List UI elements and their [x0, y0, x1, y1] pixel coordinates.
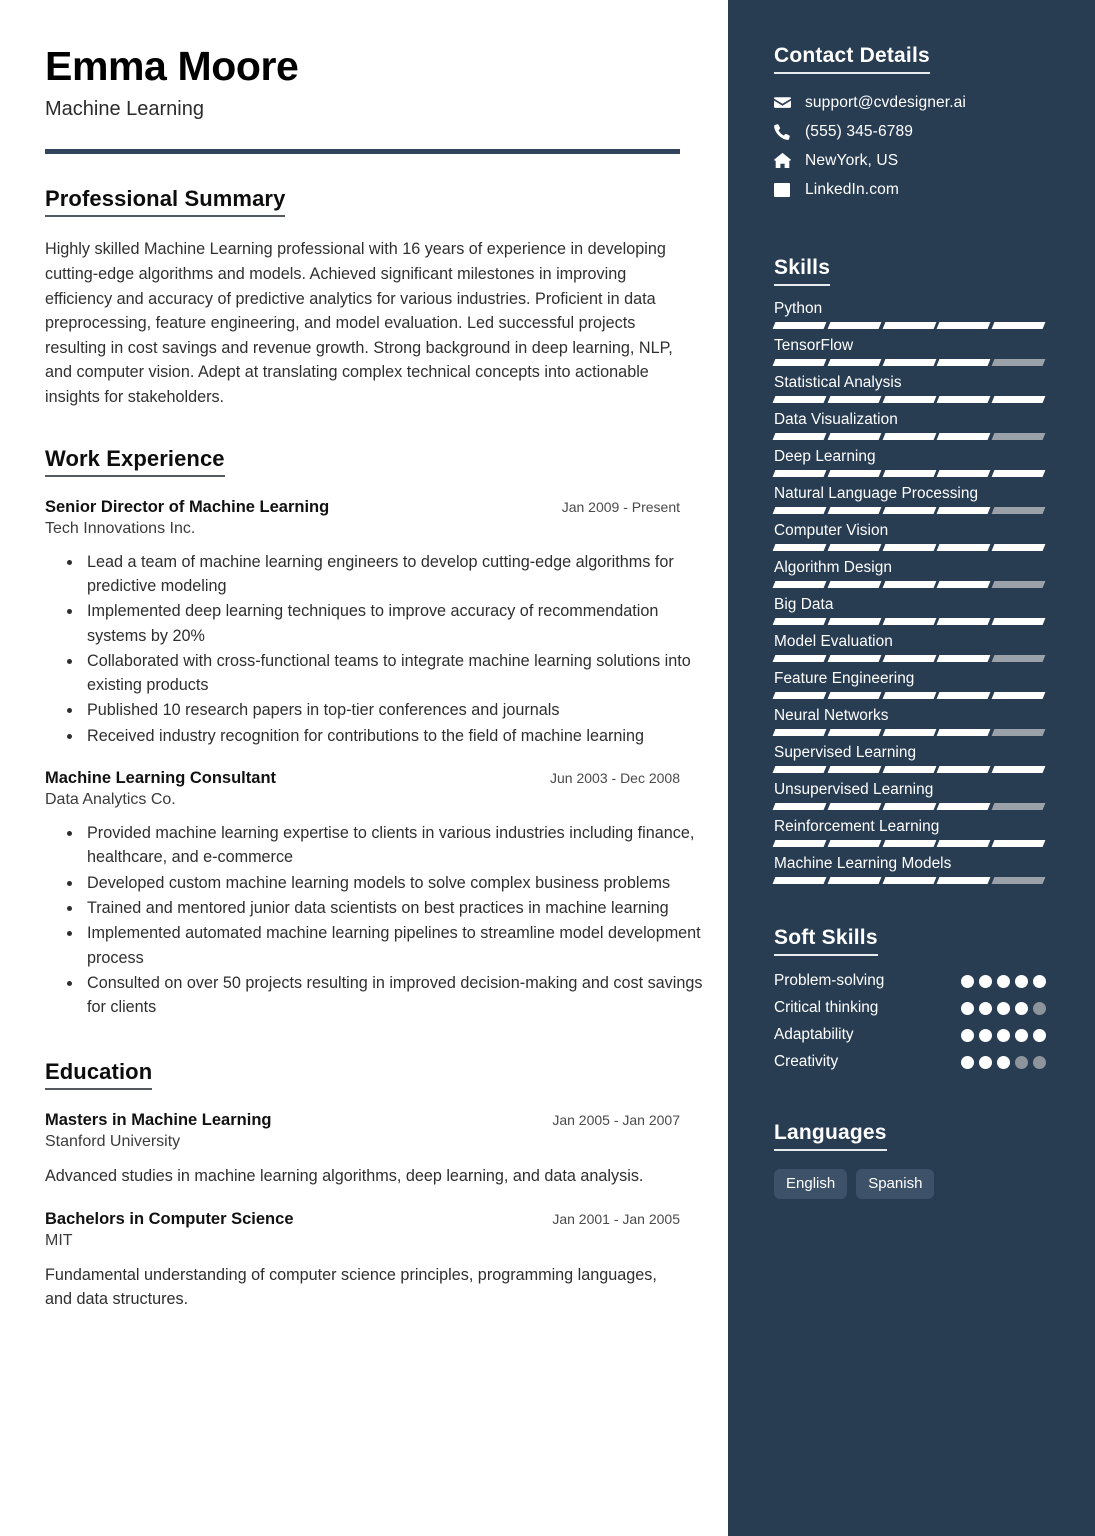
skill-segment	[773, 840, 827, 847]
work-entry	[45, 497, 691, 748]
section-work-experience	[45, 445, 703, 1020]
contact-row[interactable]	[774, 179, 1059, 200]
skill-segment	[827, 840, 881, 847]
job-bullet: • Provided machine learning expertise to clients in various industries including finance, healthcare, and e-commerce	[83, 821, 705, 870]
skill-name: Reinforcement Learning	[774, 818, 940, 835]
contact-value: support@cvdesigner.ai	[805, 93, 966, 111]
skill-name: Unsupervised Learning	[774, 781, 934, 798]
job-date-range: Jan 2009 - Present	[561, 498, 680, 515]
job-bullet-list	[45, 550, 705, 748]
skill-level-bar	[774, 840, 1044, 847]
skill-segment	[773, 729, 827, 736]
education-entry	[45, 1111, 680, 1188]
skill-segment	[882, 507, 936, 514]
job-title: Senior Director of Machine Learning	[45, 497, 330, 516]
education-entry-header	[45, 1210, 680, 1229]
skill-name: Computer Vision	[774, 522, 889, 539]
language-pill[interactable]: Spanish	[856, 1169, 934, 1199]
rating-dot	[1033, 1002, 1046, 1015]
skill-name: TensorFlow	[774, 337, 854, 354]
work-entry-list	[45, 497, 703, 1020]
skill-segment	[937, 877, 991, 884]
skill-segment	[882, 692, 936, 699]
skill-item	[774, 485, 1059, 514]
skill-segment	[992, 877, 1046, 884]
contact-value: (555) 345-6789	[805, 122, 914, 140]
header-divider	[45, 149, 680, 154]
skill-segment	[992, 655, 1046, 662]
skill-item	[774, 781, 1059, 810]
section-professional-summary	[45, 186, 680, 409]
rating-dot	[1015, 975, 1028, 988]
skill-segment	[773, 766, 827, 773]
skill-segment	[937, 322, 991, 329]
sidebar-block-skills	[774, 256, 1059, 884]
soft-skill-rating	[961, 1056, 1046, 1069]
rating-dot	[997, 1029, 1010, 1042]
skill-segment	[937, 618, 991, 625]
job-bullet: • Developed custom machine learning models to solve complex business problems	[83, 871, 705, 895]
skill-segment	[992, 581, 1046, 588]
skill-segment	[882, 433, 936, 440]
skill-segment	[937, 692, 991, 699]
skill-item	[774, 744, 1059, 773]
soft-skill-rating	[961, 975, 1046, 988]
job-bullet: • Lead a team of machine learning engineers to develop cutting-edge algorithms for predictive modeling	[83, 550, 705, 599]
section-title-skills: Skills	[774, 256, 830, 286]
language-pill[interactable]: English	[774, 1169, 847, 1199]
rating-dot	[961, 1056, 974, 1069]
summary-text: Highly skilled Machine Learning professional with 16 years of experience in developing cutting-edge algorithms and models. Achieved significant milestones in improving efficiency and accuracy of predictive analytics for various industries. Proficient in data preprocessing, feature engineering, and model evaluation. Led successful projects resulting in cost savings and revenue growth. Strong background in deep learning, NLP, and computer vision. Adept at translating complex technical concepts into actionable insights for stakeholders.	[45, 240, 673, 407]
skill-segment	[773, 507, 827, 514]
degree-date-range: Jan 2001 - Jan 2005	[552, 1210, 680, 1227]
skill-segment	[827, 655, 881, 662]
skill-segment	[827, 322, 881, 329]
skill-segment	[827, 803, 881, 810]
contact-list	[774, 92, 1059, 200]
job-bullet: • Published 10 research papers in top-tier conferences and journals	[83, 698, 705, 722]
rating-dot	[961, 1029, 974, 1042]
skill-segment	[827, 692, 881, 699]
skill-name: Natural Language Processing	[774, 485, 979, 502]
skill-segment	[773, 618, 827, 625]
contact-row[interactable]	[774, 150, 1059, 171]
skill-level-bar	[774, 766, 1044, 773]
skill-segment	[827, 581, 881, 588]
skill-name: Machine Learning Models	[774, 855, 952, 872]
soft-skill-name: Problem-solving	[774, 972, 885, 989]
section-title-work: Work Experience	[45, 446, 225, 477]
skill-segment	[937, 766, 991, 773]
job-bullet: • Trained and mentored junior data scientists on best practices in machine learning	[83, 896, 705, 920]
skill-segment	[937, 396, 991, 403]
skill-level-bar	[774, 544, 1044, 551]
skill-segment	[992, 729, 1046, 736]
skill-segment	[937, 803, 991, 810]
skill-item	[774, 374, 1059, 403]
skill-segment	[937, 544, 991, 551]
skill-segment	[992, 544, 1046, 551]
section-title-languages: Languages	[774, 1121, 887, 1151]
skill-level-bar	[774, 507, 1044, 514]
skill-segment	[827, 470, 881, 477]
skill-segment	[992, 322, 1046, 329]
skill-level-bar	[774, 470, 1044, 477]
rating-dot	[997, 1056, 1010, 1069]
skill-name: Python	[774, 300, 823, 317]
skill-segment	[992, 359, 1046, 366]
soft-skill-name: Critical thinking	[774, 999, 879, 1016]
skill-item	[774, 818, 1059, 847]
skill-name: Data Visualization	[774, 411, 898, 428]
skill-item	[774, 448, 1059, 477]
sidebar	[728, 0, 1095, 1536]
skill-name: Algorithm Design	[774, 559, 892, 576]
skill-item	[774, 300, 1059, 329]
contact-row[interactable]	[774, 121, 1059, 142]
soft-skill-list	[774, 972, 1059, 1071]
skill-segment	[992, 433, 1046, 440]
skill-segment	[992, 618, 1046, 625]
education-description: Fundamental understanding of computer science principles, programming languages, and data structures.	[45, 1265, 657, 1308]
rating-dot	[1015, 1056, 1028, 1069]
skill-item	[774, 707, 1059, 736]
home-icon	[774, 152, 796, 169]
skill-segment	[882, 766, 936, 773]
skill-segment	[773, 433, 827, 440]
skill-segment	[773, 803, 827, 810]
job-bullet: • Collaborated with cross-functional teams to integrate machine learning solutions into existing products	[83, 649, 705, 698]
education-entry-list	[45, 1111, 680, 1311]
skill-segment	[882, 470, 936, 477]
skill-segment	[827, 618, 881, 625]
skill-segment	[773, 396, 827, 403]
institution-name: Stanford University	[45, 1133, 181, 1151]
job-title: Machine Learning Consultant	[45, 769, 277, 788]
candidate-name: Emma Moore	[45, 43, 299, 89]
section-title-soft-skills: Soft Skills	[774, 926, 878, 956]
skill-segment	[773, 322, 827, 329]
language-list	[774, 1169, 1059, 1199]
skill-name: Big Data	[774, 596, 834, 613]
skill-segment	[937, 581, 991, 588]
institution-name: MIT	[45, 1231, 73, 1249]
skill-segment	[937, 840, 991, 847]
skill-segment	[827, 877, 881, 884]
skill-item	[774, 633, 1059, 662]
education-entry	[45, 1210, 680, 1312]
skill-segment	[937, 655, 991, 662]
skill-segment	[773, 359, 827, 366]
skill-segment	[827, 729, 881, 736]
section-title-contact: Contact Details	[774, 44, 930, 74]
skill-level-bar	[774, 803, 1044, 810]
degree-title: Masters in Machine Learning	[45, 1111, 272, 1130]
skill-item	[774, 337, 1059, 366]
envelope-icon	[774, 94, 796, 111]
soft-skill-row	[774, 1026, 1046, 1044]
skill-level-bar	[774, 433, 1044, 440]
skill-segment	[882, 359, 936, 366]
sidebar-block-contact	[774, 44, 1059, 200]
rating-dot	[979, 975, 992, 988]
skill-level-bar	[774, 655, 1044, 662]
skill-level-bar	[774, 877, 1044, 884]
linkedin-icon	[774, 182, 796, 198]
skill-segment	[992, 470, 1046, 477]
skill-segment	[773, 692, 827, 699]
skill-name: Supervised Learning	[774, 744, 917, 761]
skill-segment	[827, 433, 881, 440]
job-date-range: Jun 2003 - Dec 2008	[550, 770, 680, 787]
degree-date-range: Jan 2005 - Jan 2007	[552, 1112, 680, 1129]
sidebar-block-soft-skills	[774, 926, 1059, 1071]
skill-segment	[882, 840, 936, 847]
skill-segment	[882, 803, 936, 810]
skill-name: Neural Networks	[774, 707, 889, 724]
rating-dot	[979, 1056, 992, 1069]
education-description: Advanced studies in machine learning algorithms, deep learning, and data analysis.	[45, 1167, 644, 1186]
skill-segment	[773, 655, 827, 662]
rating-dot	[1015, 1002, 1028, 1015]
skill-name: Statistical Analysis	[774, 374, 902, 391]
work-entry	[45, 769, 703, 1019]
skill-segment	[882, 618, 936, 625]
skill-item	[774, 670, 1059, 699]
skill-segment	[827, 396, 881, 403]
skill-segment	[937, 507, 991, 514]
rating-dot	[1015, 1029, 1028, 1042]
skill-level-bar	[774, 729, 1044, 736]
rating-dot	[961, 975, 974, 988]
section-title-summary: Professional Summary	[45, 186, 285, 217]
job-bullet: • Consulted on over 50 projects resulting in improved decision-making and cost savings for clients	[83, 971, 705, 1020]
education-entry-header	[45, 1111, 680, 1130]
skill-item	[774, 596, 1059, 625]
section-education	[45, 1059, 680, 1311]
skill-segment	[827, 766, 881, 773]
job-bullet: • Received industry recognition for contributions to the field of machine learning	[83, 724, 705, 748]
rating-dot	[1033, 1056, 1046, 1069]
skill-segment	[937, 433, 991, 440]
sidebar-block-languages	[774, 1121, 1059, 1199]
rating-dot	[1033, 975, 1046, 988]
skill-level-bar	[774, 322, 1044, 329]
work-entry-header	[45, 498, 680, 517]
company-name: Data Analytics Co.	[45, 791, 176, 809]
skill-list	[774, 300, 1059, 884]
work-entry-header	[45, 769, 680, 788]
job-bullet: • Implemented deep learning techniques to improve accuracy of recommendation systems by 20%	[83, 599, 705, 648]
rating-dot	[979, 1029, 992, 1042]
rating-dot	[1033, 1029, 1046, 1042]
soft-skill-rating	[961, 1029, 1046, 1042]
job-bullet-list	[45, 821, 705, 1019]
skill-level-bar	[774, 581, 1044, 588]
rating-dot	[961, 1002, 974, 1015]
skill-segment	[992, 803, 1046, 810]
resume-header	[45, 44, 680, 154]
skill-name: Model Evaluation	[774, 633, 893, 650]
rating-dot	[997, 975, 1010, 988]
skill-level-bar	[774, 359, 1044, 366]
skill-level-bar	[774, 692, 1044, 699]
skill-segment	[937, 729, 991, 736]
skill-segment	[773, 544, 827, 551]
skill-segment	[992, 396, 1046, 403]
soft-skill-row	[774, 972, 1046, 990]
skill-segment	[882, 396, 936, 403]
skill-name: Deep Learning	[774, 448, 876, 465]
skill-segment	[882, 877, 936, 884]
soft-skill-name: Creativity	[774, 1053, 839, 1070]
skill-segment	[992, 840, 1046, 847]
job-bullet: • Implemented automated machine learning pipelines to streamline model development process	[83, 921, 705, 970]
candidate-role: Machine Learning	[45, 98, 204, 121]
skill-item	[774, 522, 1059, 551]
soft-skill-rating	[961, 1002, 1046, 1015]
skill-level-bar	[774, 618, 1044, 625]
skill-item	[774, 559, 1059, 588]
skill-segment	[992, 766, 1046, 773]
skill-segment	[773, 877, 827, 884]
skill-segment	[882, 729, 936, 736]
skill-segment	[773, 470, 827, 477]
skill-segment	[992, 507, 1046, 514]
contact-value: NewYork, US	[805, 151, 899, 169]
skill-segment	[827, 507, 881, 514]
rating-dot	[997, 1002, 1010, 1015]
soft-skill-row	[774, 1053, 1046, 1071]
rating-dot	[979, 1002, 992, 1015]
phone-icon	[774, 124, 796, 140]
skill-segment	[773, 581, 827, 588]
skill-segment	[882, 581, 936, 588]
skill-segment	[992, 692, 1046, 699]
contact-row[interactable]	[774, 92, 1059, 113]
skill-level-bar	[774, 396, 1044, 403]
degree-title: Bachelors in Computer Science	[45, 1209, 294, 1228]
company-name: Tech Innovations Inc.	[45, 519, 196, 537]
skill-segment	[827, 544, 881, 551]
skill-segment	[937, 470, 991, 477]
skill-segment	[882, 322, 936, 329]
skill-segment	[882, 544, 936, 551]
soft-skill-row	[774, 999, 1046, 1017]
skill-segment	[827, 359, 881, 366]
contact-value: LinkedIn.com	[805, 180, 899, 198]
skill-segment	[882, 655, 936, 662]
skill-item	[774, 411, 1059, 440]
skill-name: Feature Engineering	[774, 670, 915, 687]
soft-skill-name: Adaptability	[774, 1026, 854, 1043]
skill-segment	[937, 359, 991, 366]
skill-item	[774, 855, 1059, 884]
section-title-education: Education	[45, 1059, 152, 1090]
